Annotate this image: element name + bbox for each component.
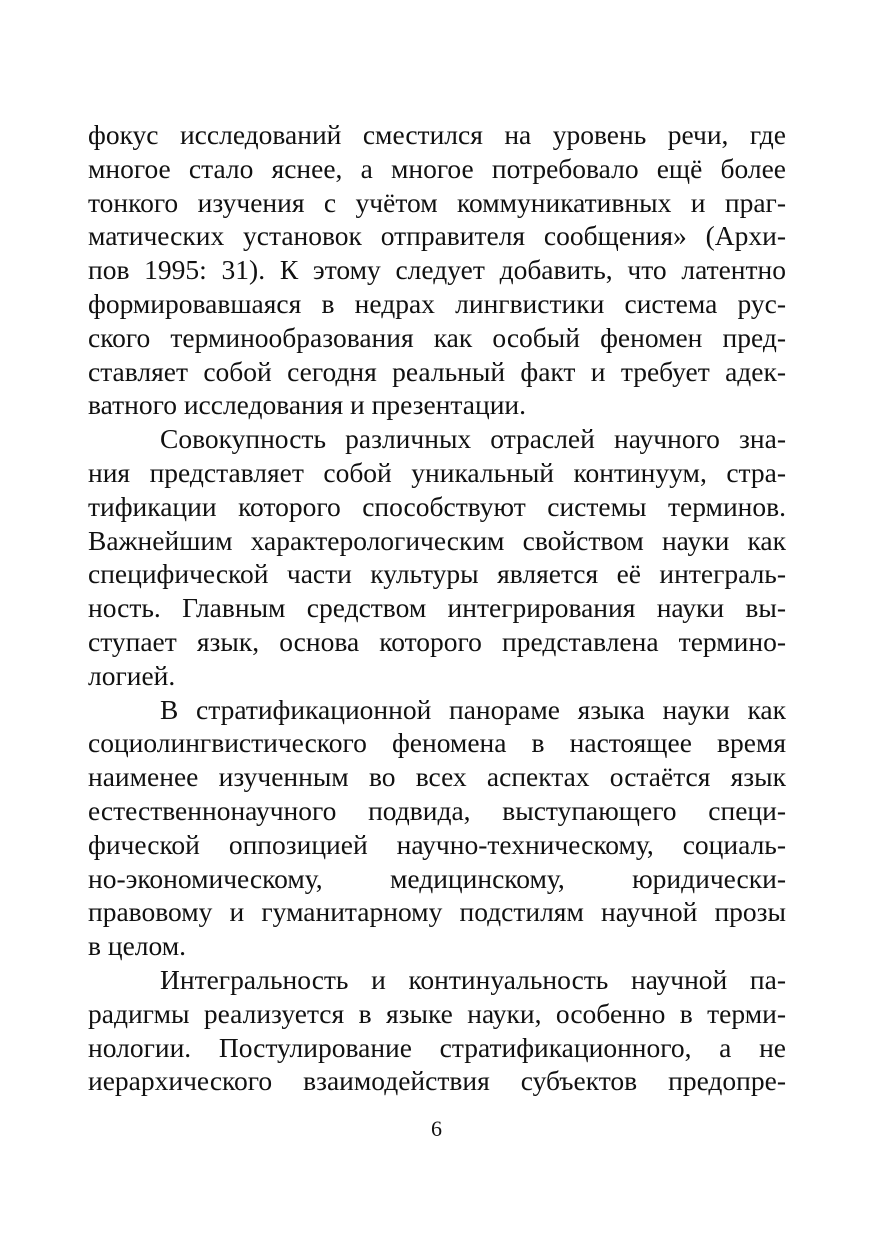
text-line: фокус исследований сместился на уровень речи, где	[88, 119, 786, 150]
text-line: ступает язык, основа которого представлена термино-	[88, 625, 786, 657]
paragraph-2	[88, 422, 786, 692]
text-line: многое стало яснее, а многое потребовало ещё более	[88, 152, 786, 184]
text-line: тонкого изучения с учётом коммуникативных и праг-	[88, 186, 786, 218]
text-line: иерархического взаимодействия субъектов предопре-	[88, 1065, 786, 1097]
paragraph-3	[88, 693, 786, 963]
text-line: ватного исследования и презентации.	[88, 389, 527, 421]
text-line: радигмы реализуется в языке науки, особенно в терми-	[88, 997, 786, 1029]
text-line: специфической части культуры является её интеграль-	[88, 558, 786, 590]
text-line: логией.	[88, 659, 176, 691]
text-line: ского терминообразования как особый феномен пред-	[88, 321, 786, 353]
text-line: тификации которого способствуют системы терминов.	[88, 490, 786, 522]
text-line: пов 1995: 31). К этому следует добавить, что латентно	[88, 254, 786, 286]
text-line: Интегральность и континуальность научной па-	[160, 963, 786, 995]
text-line: матических установок отправителя сообщения» (Архи-	[88, 220, 786, 252]
text-line: Важнейшим характерологическим свойством науки как	[88, 524, 786, 556]
text-line: естественнонаучного подвида, выступающего специ-	[88, 794, 786, 826]
text-line: формировавшаяся в недрах лингвистики система рус-	[88, 287, 786, 319]
text-line: социолингвистического феномена в настоящее время	[88, 727, 786, 759]
text-line: ность. Главным средством интегрирования науки вы-	[88, 592, 786, 624]
paragraph-4	[88, 963, 786, 1098]
page-body	[88, 118, 786, 1098]
page-number: 6	[431, 1116, 442, 1141]
text-line: ставляет собой сегодня реальный факт и требует адек-	[88, 355, 786, 387]
text-line: Совокупность различных отраслей научного зна-	[160, 423, 786, 455]
text-line: но-экономическому, медицинскому, юридически-	[88, 862, 786, 894]
text-line: В стратификационной панораме языка науки как	[160, 693, 786, 725]
text-line: фической оппозицией научно-техническому, социаль-	[88, 828, 786, 860]
text-line: нологии. Постулирование стратификационного, а не	[88, 1031, 786, 1063]
text-line: наименее изученным во всех аспектах остаётся язык	[88, 761, 786, 793]
text-line: ния представляет собой уникальный континуум, стра-	[88, 456, 786, 488]
text-line: в целом.	[88, 930, 187, 962]
text-line: правовому и гуманитарному подстилям научной прозы	[88, 896, 786, 928]
paragraph-1	[88, 118, 786, 422]
